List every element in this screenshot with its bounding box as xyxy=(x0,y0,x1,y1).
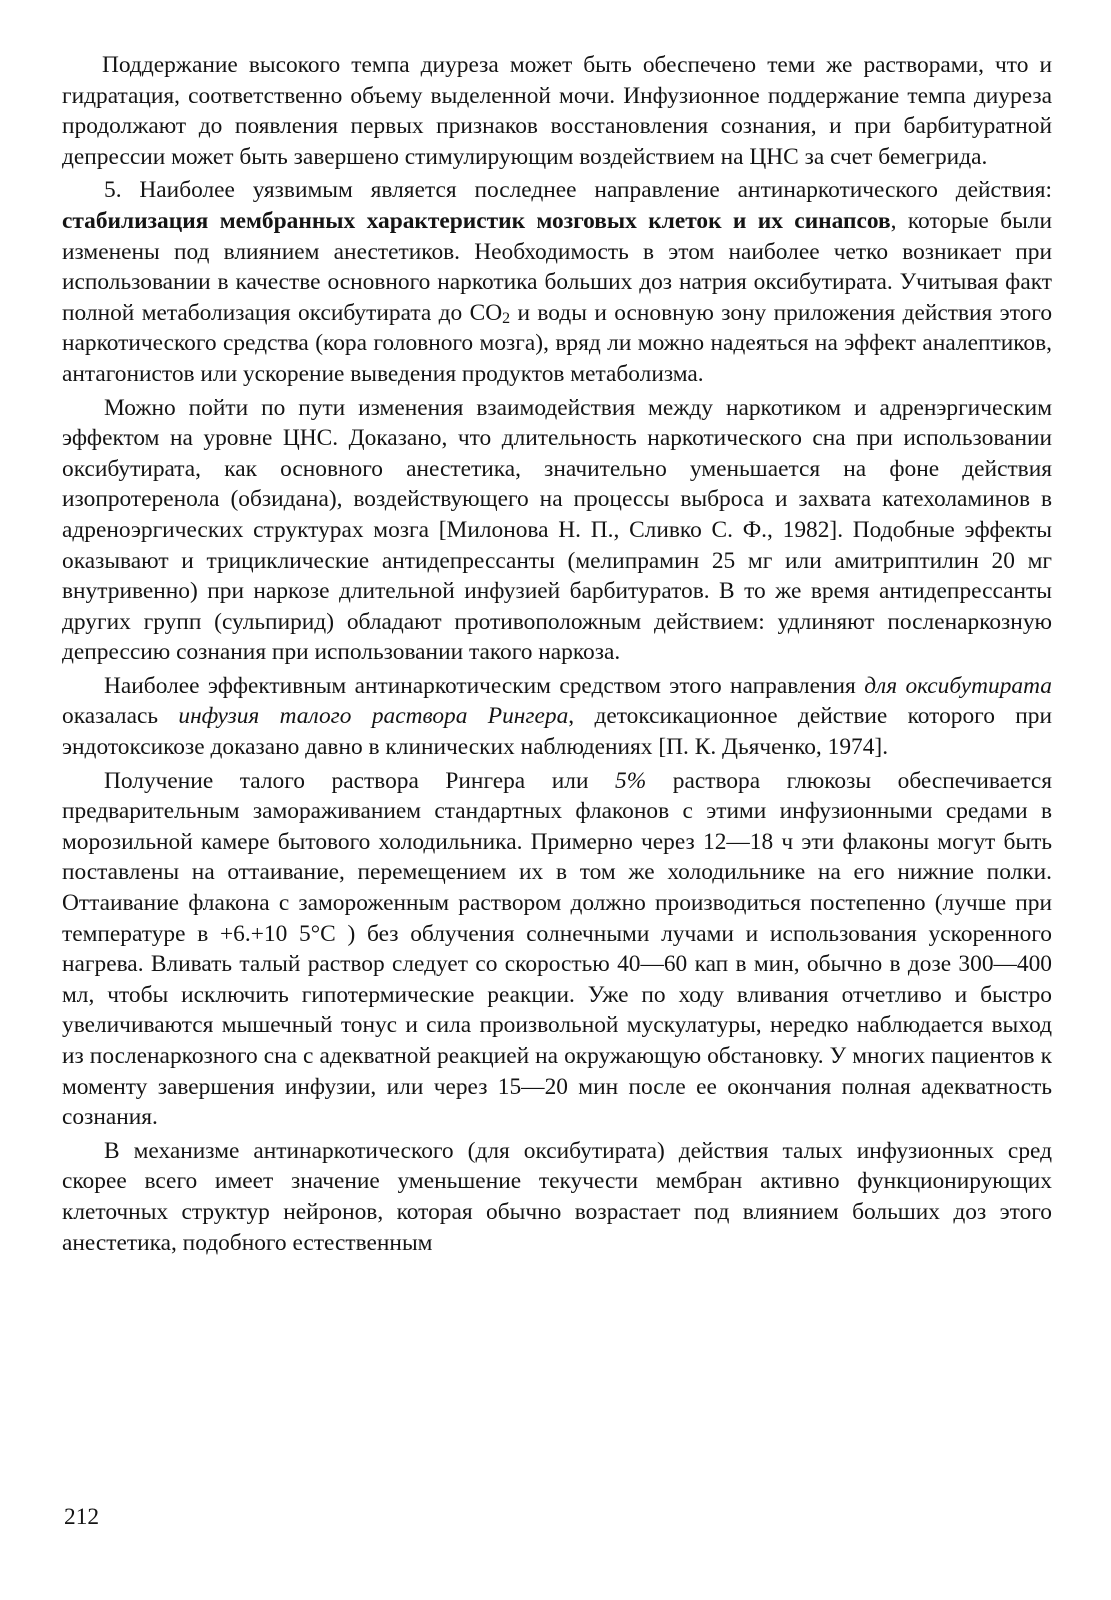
page-body xyxy=(62,50,1052,1258)
paragraph-membrane-stabilization xyxy=(62,175,1052,389)
item-number: 5. xyxy=(104,177,122,204)
italic-emphasis-text: инфузия талого раствора Рингера xyxy=(178,703,569,730)
paragraph-adrenergic-effect: Можно пойти по пути изменения взаимодействия между наркотиком и адренэргическим эффектом на уровне ЦНС. Доказано, что длительность наркотического сна при использовании оксибутирата, как основного анестетика, значительно уменьшается на фоне действия изопротеренола (обзидана), воздействующего на процессы выброса и захвата катехоламинов в адреноэргических структурах мозга [Милонова Н. П., Сливко С. Ф., 1982]. Подобные эффекты оказывают и трициклические антидепрессанты (мелипрамин 25 мг или амитриптилин 20 мг внутривенно) при наркозе длительной инфузией барбитуратов. В то же время антидепрессанты других групп (сульпирид) обладают противоположным действием: удлиняют посленаркозную депрессию сознания при использовании такого наркоза. xyxy=(62,394,1052,666)
paragraph-ringer-infusion xyxy=(62,671,1052,763)
paragraph-body-text: раствора глюкозы обеспечивается предварительным замораживанием стандартных флаконов с этими инфузионными средами в морозильной камере бытового холодильника. Примерно через 12—18 ч эти флаконы могут быть поставлены на оттаивание, перемещением их в том же холодильнике на его нижние полки. Оттаивание флакона с замороженным раствором должно производиться постепенно (лучше при температуре в +6.+10 5°С ) без облучения солнечными лучами и использования ускоренного нагрева. Вливать талый раствор следует со скоростью 40—60 кап в мин, обычно в дозе 300—400 мл, чтобы исключить гипотермические реакции. Уже по ходу вливания отчетливо и быстро увеличиваются мышечный тонус и сила произвольной мускулатуры, нередко наблюдается выход из посленаркозного сна с адекватной реакцией на окружающую обстановку. У многих пациентов к моменту завершения инфузии, или через 15—20 мин после ее окончания полная адекватность сознания. xyxy=(62,767,1053,1131)
paragraph-body-text-continued: и воды и основную зону приложения действия этого наркотического средства (кора головного мозга), вряд ли можно надеяться на эффект аналептиков, антагонистов или ускорение выведения продуктов метаболизма. xyxy=(62,299,1053,387)
italic-percent-text: 5% xyxy=(615,767,647,794)
paragraph-lead-text: Наиболее уязвимым является последнее направление антинаркотического действия: xyxy=(121,177,1052,204)
paragraph-mechanism: В механизме антинаркотического (для оксибутирата) действия талых инфузионных сред скорее всего имеет значение уменьшение текучести мембран активно функционирующих клеточных структур нейронов, которая обычно возрастает под влиянием больших доз этого анестетика, подобного естественным xyxy=(62,1137,1052,1256)
paragraph-lead-text: Наиболее эффективным антинаркотическим средством этого направления xyxy=(104,672,865,699)
co2-subscript: 2 xyxy=(502,309,511,327)
paragraph-diuresis: Поддержание высокого темпа диуреза может быть обеспечено теми же растворами, что и гидратация, соответственно объему выделенной мочи. Инфузионное поддержание темпа диуреза продолжают до появления первых признаков восстановления сознания, и при барбитуратной депрессии может быть завершено стимулирующим воздействием на ЦНС за счет бемегрида. xyxy=(62,52,1052,170)
paragraph-lead-text: Получение талого раствора Рингера или xyxy=(104,767,616,794)
paragraph-body-text: , которые были изменены под влиянием анестетиков. Необходимость в этом наиболее четко возникает при использовании в качестве основного наркотика больших доз натрия оксибутирата. Учитывая факт полной метаболизация оксибутирата до CO xyxy=(62,207,1052,326)
paragraph-body-text: , детоксикационное действие которого при эндотоксикозе доказано давно в клинических наблюдениях [П. К. Дьяченко, 1974]. xyxy=(62,703,1052,761)
italic-emphasis-text: для оксибутирата xyxy=(864,672,1053,699)
bold-emphasis-text: стабилизация мембранных характеристик мозговых клеток и их синапсов xyxy=(62,207,891,234)
paragraph-connector-text: оказалась xyxy=(62,703,179,730)
paragraph-thawed-solution xyxy=(62,766,1052,1133)
page-number: 212 xyxy=(64,1504,100,1530)
